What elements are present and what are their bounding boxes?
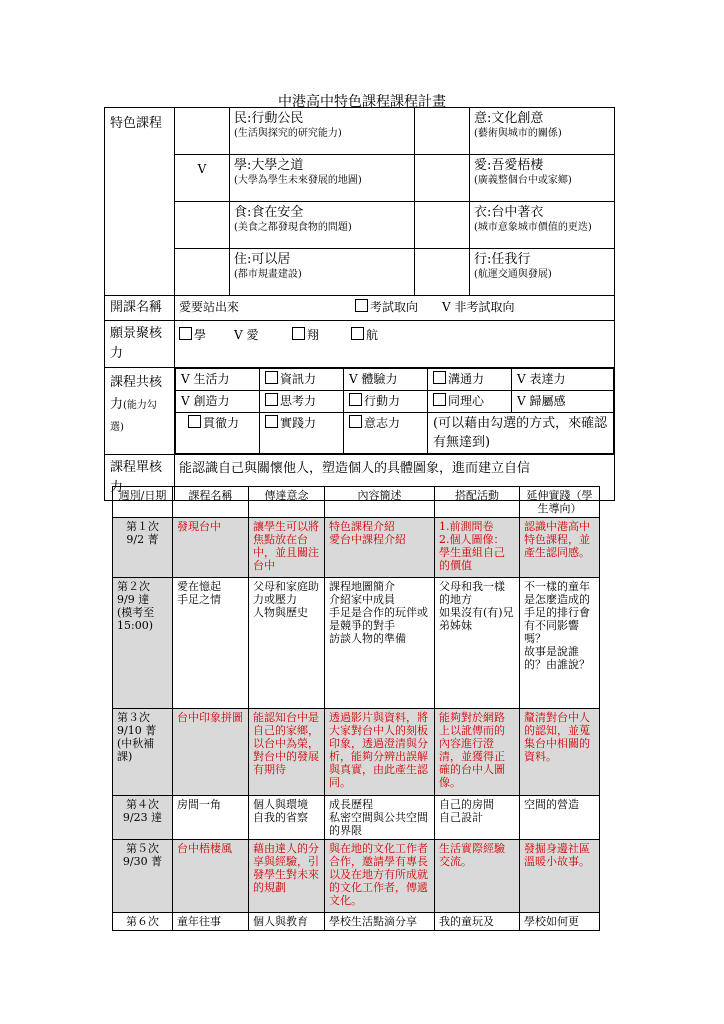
course-option: 住:可以居 (都市規畫建設) (230, 249, 415, 296)
course-check-cell[interactable]: V (175, 155, 230, 202)
course-check-cell[interactable] (175, 108, 230, 155)
content-cell: 與在地的文化工作者合作，邀請學有專長以及在地方有所成就的文化工作者，傳遞文化。 (325, 840, 435, 913)
table-row (113, 709, 600, 796)
core-ability-value: 能認識自己與關懷他人，塑造個人的具體圖象，進而建立自信 (175, 455, 615, 501)
feature-course-label: 特色課程 (105, 108, 175, 296)
course-name-row: 愛要站出來 考試取向 V 非考試取向 (175, 296, 615, 321)
core-ability-label: 課程單核力 (105, 455, 175, 501)
ability-item[interactable]: 思考力 (260, 391, 344, 413)
header-practice: 延伸實踐（學生導向） (520, 487, 600, 518)
content-cell: 學校生活點滴分享 (325, 913, 435, 931)
course-option: 愛:吾愛梧棲 (廣義整個台中或家鄉) (470, 155, 615, 202)
week-cell: 第６次 (113, 913, 173, 931)
week-cell: 第３次 9/10 菁 (中秋補課) (113, 709, 173, 796)
practice-cell: 空間的營造 (520, 796, 600, 840)
course-option: 行:任我行 (航運交通與發展) (470, 249, 615, 296)
week-cell: 第５次 9/30 菁 (113, 840, 173, 913)
checkbox[interactable] (355, 299, 368, 312)
activity-cell: 父母和我一樣的地方 如果沒有(有)兄弟姊妹 (435, 578, 520, 709)
practice-cell: 不一樣的童年是怎麼造成的 手足的排行會有不同影響嗎？ 故事是說誰的？由誰說？ (520, 578, 600, 709)
ability-item[interactable]: V 創造力 (176, 391, 260, 413)
ability-item[interactable]: V 歸屬感 (512, 391, 614, 413)
course-cell: 童年往事 (173, 913, 249, 931)
course-check-cell[interactable] (415, 155, 470, 202)
idea-cell: 能認知台中是自己的家鄉，以台中為榮，對台中的發展有期待 (249, 709, 325, 796)
abilities-label: 課程共核力(能力勾選) (105, 368, 175, 455)
ability-item[interactable]: V 生活力 (176, 369, 260, 391)
ability-item[interactable]: 行動力 (344, 391, 428, 413)
activity-cell: 生活實際經驗交流。 (435, 840, 520, 913)
activity-cell: 能夠對於網路上以訛傳而的內容進行澄清，並獲得正確的台中人圖像。 (435, 709, 520, 796)
course-option: 民:行動公民 (生活與探究的研究能力) (230, 108, 415, 155)
ability-item[interactable]: 同理心 (428, 391, 512, 413)
course-check-cell[interactable] (175, 249, 230, 296)
table-row (113, 796, 600, 840)
week-cell: 第１次 9/2 菁 (113, 518, 173, 578)
course-name-label: 開課名稱 (105, 296, 175, 321)
ability-item[interactable]: 溝通力 (428, 369, 512, 391)
vision-label: 願景聚核力 (105, 321, 175, 368)
practice-cell: 學校如何更 (520, 913, 600, 931)
course-cell: 台中印象拼圖 (173, 709, 249, 796)
ability-item[interactable]: 意志力 (344, 413, 428, 454)
header-week: 週別/日期 (113, 487, 173, 518)
course-check-mark (419, 158, 465, 162)
page-title: 中港高中特色課程課程計畫 (278, 94, 446, 110)
idea-cell: 父母和家庭助力或壓力 人物與歷史 (249, 578, 325, 709)
activity-cell: 自己的房間 自己設計 (435, 796, 520, 840)
table-row (113, 518, 600, 578)
course-name-value: 愛要站出來 (179, 300, 240, 314)
idea-cell: 藉由達人的分享與經驗，引發學生對未來的規劃 (249, 840, 325, 913)
week-cell: 第２次 9/9 達 (模考至15:00) (113, 578, 173, 709)
practice-cell: 發掘身邊社區溫暖小故事。 (520, 840, 600, 913)
course-cell: 台中梧棲風 (173, 840, 249, 913)
activity-cell: 1.前測問卷 2.個人圖像：學生重組自己的價值 (435, 518, 520, 578)
content-cell: 透過影片與資料，將大家對台中人的刻板印象，透過澄清與分析，能夠分辨出誤解與真實，由此產生認同。 (325, 709, 435, 796)
course-check-cell[interactable] (415, 202, 470, 249)
ability-item[interactable]: 貫徹力 (176, 413, 260, 454)
course-cell: 愛在憶起 手足之情 (173, 578, 249, 709)
content-cell: 特色課程介紹 愛台中課程介紹 (325, 518, 435, 578)
vision-row: 學 V 愛 翔 航 (175, 321, 615, 368)
idea-cell: 讓學生可以將焦點放在台中，並且關注台中 (249, 518, 325, 578)
ability-item[interactable]: 實踐力 (260, 413, 344, 454)
table-row (113, 578, 600, 709)
course-cell: 房間一角 (173, 796, 249, 840)
course-check-cell[interactable] (415, 249, 470, 296)
course-option: 衣:台中著衣 (城市意象城市價值的更迭) (470, 202, 615, 249)
week-cell: 第４次 9/23 達 (113, 796, 173, 840)
table-row (113, 840, 600, 913)
course-cell: 發現台中 (173, 518, 249, 578)
ability-item[interactable]: V 體驗力 (344, 369, 428, 391)
practice-cell: 認識中港高中特色課程，並產生認同感。 (520, 518, 600, 578)
course-check-cell[interactable] (175, 202, 230, 249)
course-option: 意:文化創意 (藝術與城市的關係) (470, 108, 615, 155)
course-option: 學:大學之道 (大學為學生未來發展的地圖) (230, 155, 415, 202)
practice-cell: 釐清對台中人的認知，並蒐集台中相關的資料。 (520, 709, 600, 796)
checkbox[interactable] (179, 327, 192, 340)
course-check-cell[interactable] (415, 108, 470, 155)
checkbox[interactable] (351, 327, 364, 340)
schedule-table (112, 486, 600, 931)
header-activity: 搭配活動 (435, 487, 520, 518)
checkbox[interactable] (292, 327, 305, 340)
header-idea: 傳達意念 (249, 487, 325, 518)
header-course: 課程名稱 (173, 487, 249, 518)
ability-item[interactable]: V 表達力 (512, 369, 614, 391)
course-plan-table (104, 107, 615, 501)
content-cell: 成長歷程 私密空間與公共空間的界限 (325, 796, 435, 840)
course-option: 食:食在安全 (美食之都發現食物的問題) (230, 202, 415, 249)
ability-item[interactable]: 資訊力 (260, 369, 344, 391)
activity-cell: 我的童玩及 (435, 913, 520, 931)
content-cell: 課程地圖簡介 介紹家中成員 手足是合作的玩伴或是競爭的對手 訪談人物的準備 (325, 578, 435, 709)
abilities-cell (175, 368, 615, 455)
header-content: 內容簡述 (325, 487, 435, 518)
idea-cell: 個人與教育 (249, 913, 325, 931)
idea-cell: 個人與環境 自我的省察 (249, 796, 325, 840)
abilities-remark: (可以藉由勾選的方式，來確認有無達到) (428, 413, 614, 454)
abilities-grid (175, 368, 614, 454)
table-row (113, 913, 600, 931)
